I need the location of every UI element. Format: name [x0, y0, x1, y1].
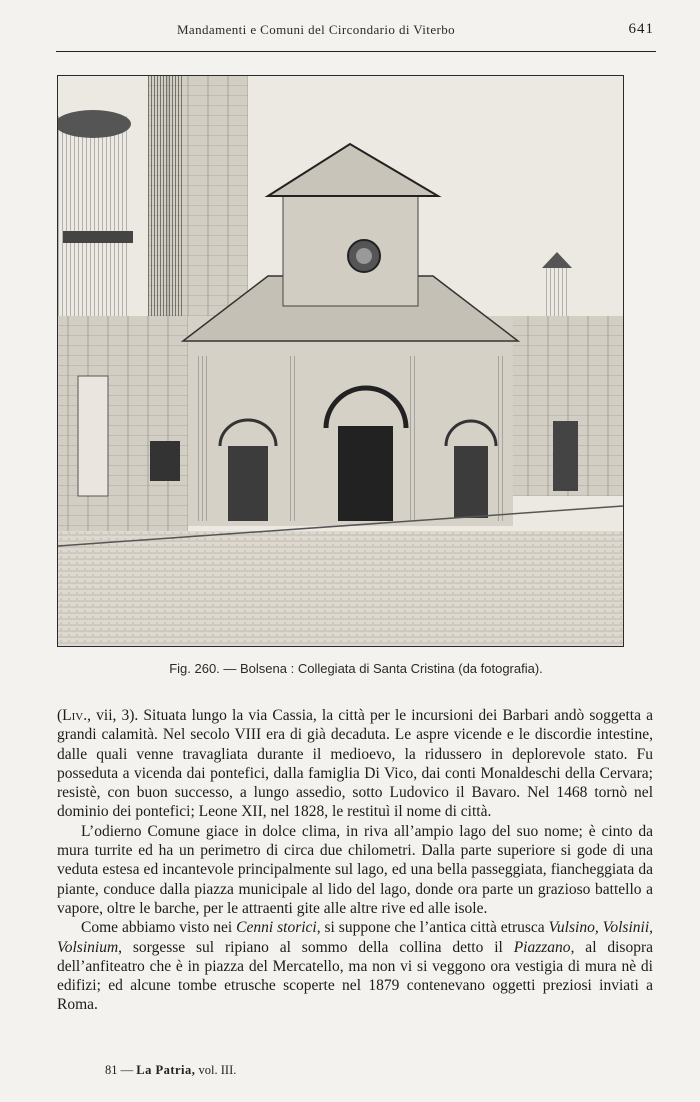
citation-rest: , vii, 3).	[87, 707, 139, 724]
body-text	[57, 706, 653, 1015]
p3-italic-2: Vulsino, Volsinii, Volsinium	[57, 919, 654, 956]
p3-text-2: , si suppone che l’antica città etrusca	[316, 919, 549, 937]
p3-italic-3: Piazzano	[513, 938, 571, 956]
p3-text-1: Come abbiamo visto nei	[81, 919, 237, 937]
page-footer	[105, 1063, 236, 1078]
figure-caption: Fig. 260. — Bolsena : Collegiata di Santa Cristina (da fotografia).	[169, 661, 543, 676]
paragraph-2: L’odierno Comune giace in dolce clima, in riva all’ampio lago del suo nome; è cinto da mura turrite ed ha un perimetro di circa due chilometri. Dalla parte superiore si gode di una veduta estesa ed incantevole principalmente sul lago, ed una bella passeggiata, fiancheggiata da piante, conduce dalla piazza municipale al lido del lago, donde ora parte un grazioso battello a vapore, oltre le barche, per le attraenti gite alle altre rive ed alle isole.	[57, 822, 653, 917]
paragraph-3	[57, 918, 653, 1014]
citation-author: Liv.	[62, 707, 88, 724]
p3-text-3: , sorgesse sul ripiano al sommo della collina detto il	[118, 938, 514, 956]
citation-open: (	[57, 707, 63, 724]
publication-title: La Patria,	[136, 1063, 196, 1077]
header-rule	[56, 51, 656, 52]
engraving-illustration	[57, 75, 624, 647]
p3-italic-1: Cenni storici	[236, 919, 317, 937]
signature-mark: 81 —	[105, 1063, 134, 1077]
p3-text-4: , al disopra dell’anfiteatro che è in piazza del Mercatello, ma non vi si veggono ora vestigia di mura nè di edifizi; ed alcune tombe etrusche scoperte nel 1879 contenevano oggetti preziosi inviati a Roma.	[57, 938, 653, 1014]
volume-label: vol. III.	[198, 1063, 237, 1077]
paragraph-1-text: Situata lungo la via Cassia, la città per le incursioni dei Barbari andò soggetta a grandi calamità. Nel secolo VIII era di già decaduta. Le aspre vicende e le discordie intestine, dalle quali venne travagliata durante il medioevo, la ridussero in deplorevole stato. Fu posseduta a vicenda dai pontefici, dalla famiglia Di Vico, dai conti Monaldeschi della Cervara; resistè, con buon successo, a lungo assedio, sotto Ludovico il Bavaro. Nel 1468 tornò nel dominio dei pontefici; Leone XII, nel 1828, le restituì il nome di città.	[57, 707, 653, 821]
paragraph-1	[57, 706, 653, 822]
page-number: 641	[628, 21, 654, 37]
page-header	[56, 22, 656, 44]
running-title: Mandamenti e Comuni del Circondario di Viterbo	[176, 22, 456, 37]
